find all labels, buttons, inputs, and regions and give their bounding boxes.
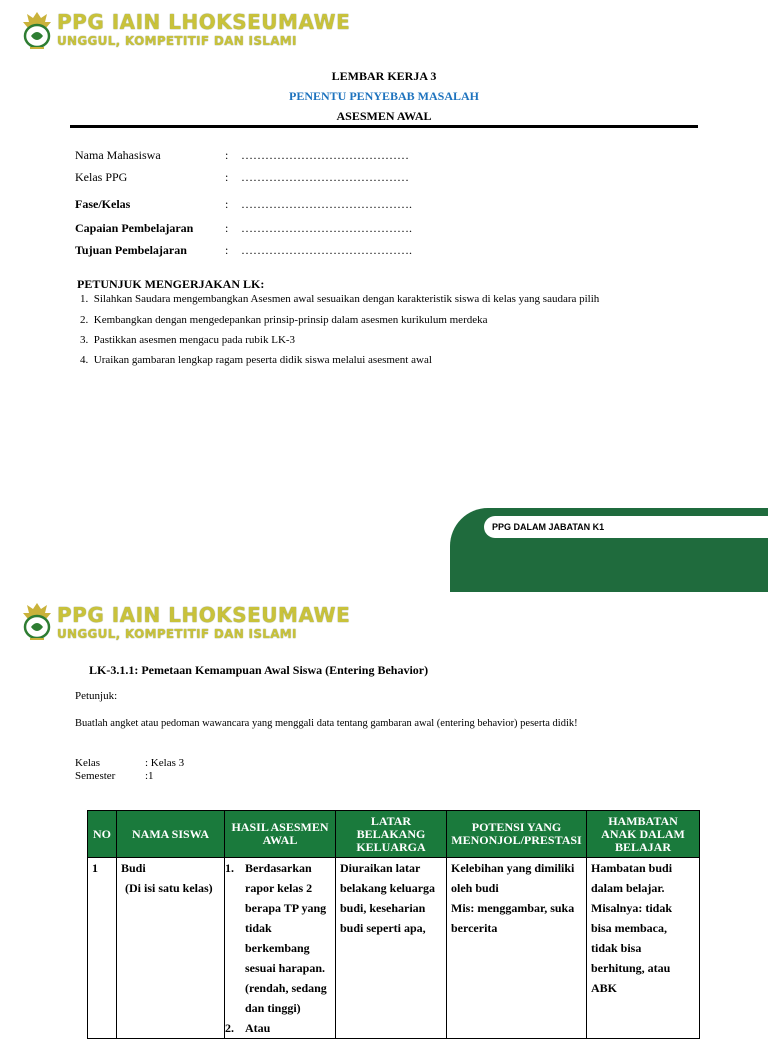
instructions-title: PETUNJUK MENGERJAKAN LK: (77, 277, 265, 291)
field-colon: : (225, 148, 229, 162)
table-header-row (88, 811, 700, 858)
instruction-text: Pastikkan asesmen mengacu pada rubik LK-3 (93, 334, 296, 346)
col-header-nama: NAMA SISWA (117, 811, 225, 858)
kelas-label: Kelas (75, 757, 101, 769)
hasil-item-text: Berdasarkan rapor kelas 2 berapa TP yang tidak berkembang sesuai harapan. (rendah, sedang dan tinggi) (245, 861, 327, 1015)
instruction-number: 3. (80, 334, 89, 346)
heading-lembar-kerja: LEMBAR KERJA 3 (331, 69, 437, 83)
instruction-item (80, 293, 599, 305)
cell-nama-name: Budi (121, 861, 146, 875)
field-dots-kelas[interactable]: …………………………………… (241, 170, 409, 184)
field-dots-capaian[interactable]: ……………………………………. (241, 221, 412, 235)
footer-banner-text: PPG DALAM JABATAN K1 (492, 522, 605, 532)
cell-hambatan[interactable]: Hambatan budi dalam belajar. Misalnya: tidak bisa membaca, tidak bisa berhitung, atau ABK (587, 858, 700, 1039)
col-header-hasil: HASIL ASESMEN AWAL (225, 811, 336, 858)
logo-title: PPG IAIN LHOKSEUMAWE (57, 10, 351, 34)
logo-emblem (20, 10, 54, 50)
field-colon: : (225, 243, 229, 257)
instruction-number: 2. (80, 314, 89, 326)
hasil-item-number: 2. (225, 1021, 234, 1035)
instruction-number: 1. (80, 293, 89, 305)
field-colon: : (225, 197, 229, 211)
heading-divider (70, 125, 698, 128)
cell-nama[interactable] (117, 858, 225, 1039)
instruction-number: 4. (80, 354, 89, 366)
field-label-capaian: Capaian Pembelajaran (75, 221, 194, 235)
field-label-tujuan: Tujuan Pembelajaran (75, 243, 187, 257)
field-label-kelas: Kelas PPG (75, 170, 128, 184)
col-header-no: NO (88, 811, 117, 858)
logo-subtitle: UNGGUL, KOMPETITIF DAN ISLAMI (57, 627, 297, 641)
field-dots-fase[interactable]: ……………………………………. (241, 197, 412, 211)
instruction-item (80, 314, 488, 326)
instruction-text: Uraikan gambaran lengkap ragam peserta didik siswa melalui asesment awal (93, 354, 432, 366)
hasil-item (225, 858, 331, 1018)
hasil-item-number: 1. (225, 861, 234, 875)
instruction-item (80, 334, 295, 346)
lk-title: LK-3.1.1: Pemetaan Kemampuan Awal Siswa (Entering Behavior) (89, 663, 429, 677)
heading-penentu: PENENTU PENYEBAB MASALAH (288, 89, 480, 103)
instruction-text: Silahkan Saudara mengembangkan Asesmen awal sesuaikan dengan karakteristik siswa di kelas yang saudara pilih (93, 293, 600, 305)
col-header-latar: LATAR BELAKANG KELUARGA (336, 811, 447, 858)
hasil-item (225, 1018, 331, 1038)
field-label-fase: Fase/Kelas (75, 197, 131, 211)
logo-title: PPG IAIN LHOKSEUMAWE (57, 603, 351, 627)
logo-subtitle: UNGGUL, KOMPETITIF DAN ISLAMI (57, 34, 297, 48)
cell-potensi[interactable] (447, 858, 587, 1039)
field-dots-nama[interactable]: …………………………………… (241, 148, 409, 162)
heading-asesmen-awal: ASESMEN AWAL (336, 109, 432, 123)
field-dots-tujuan[interactable]: ……………………………………. (241, 243, 412, 257)
table-row (88, 858, 700, 1039)
kelas-value: : Kelas 3 (145, 757, 185, 769)
potensi-line: Mis: menggambar, suka bercerita (451, 901, 575, 935)
cell-no[interactable]: 1 (88, 858, 117, 1039)
col-header-potensi: POTENSI YANG MENONJOL/PRESTASI (447, 811, 587, 858)
field-label-nama: Nama Mahasiswa (75, 148, 161, 162)
hasil-item-text: Atau (245, 1021, 271, 1035)
semester-label: Semester (75, 770, 116, 782)
cell-latar[interactable]: Diuraikan latar belakang keluarga budi, keseharian budi seperti apa, (336, 858, 447, 1039)
col-header-hambatan: HAMBATAN ANAK DALAM BELAJAR (587, 811, 700, 858)
cell-nama-note: (Di isi satu kelas) (125, 881, 213, 895)
assessment-table (87, 810, 700, 1039)
potensi-line: Kelebihan yang dimiliki oleh budi (451, 861, 575, 895)
cell-hasil[interactable] (225, 858, 336, 1039)
instruction-item (80, 354, 432, 366)
field-colon: : (225, 221, 229, 235)
petunjuk-text: Buatlah angket atau pedoman wawancara yang menggali data tentang gambaran awal (entering behavior) peserta didik! (75, 718, 578, 729)
field-colon: : (225, 170, 229, 184)
semester-value: :1 (145, 770, 154, 782)
instruction-text: Kembangkan dengan mengedepankan prinsip-prinsip dalam asesmen kurikulum merdeka (93, 314, 488, 326)
petunjuk-label: Petunjuk: (75, 690, 118, 702)
logo-emblem (20, 601, 54, 641)
